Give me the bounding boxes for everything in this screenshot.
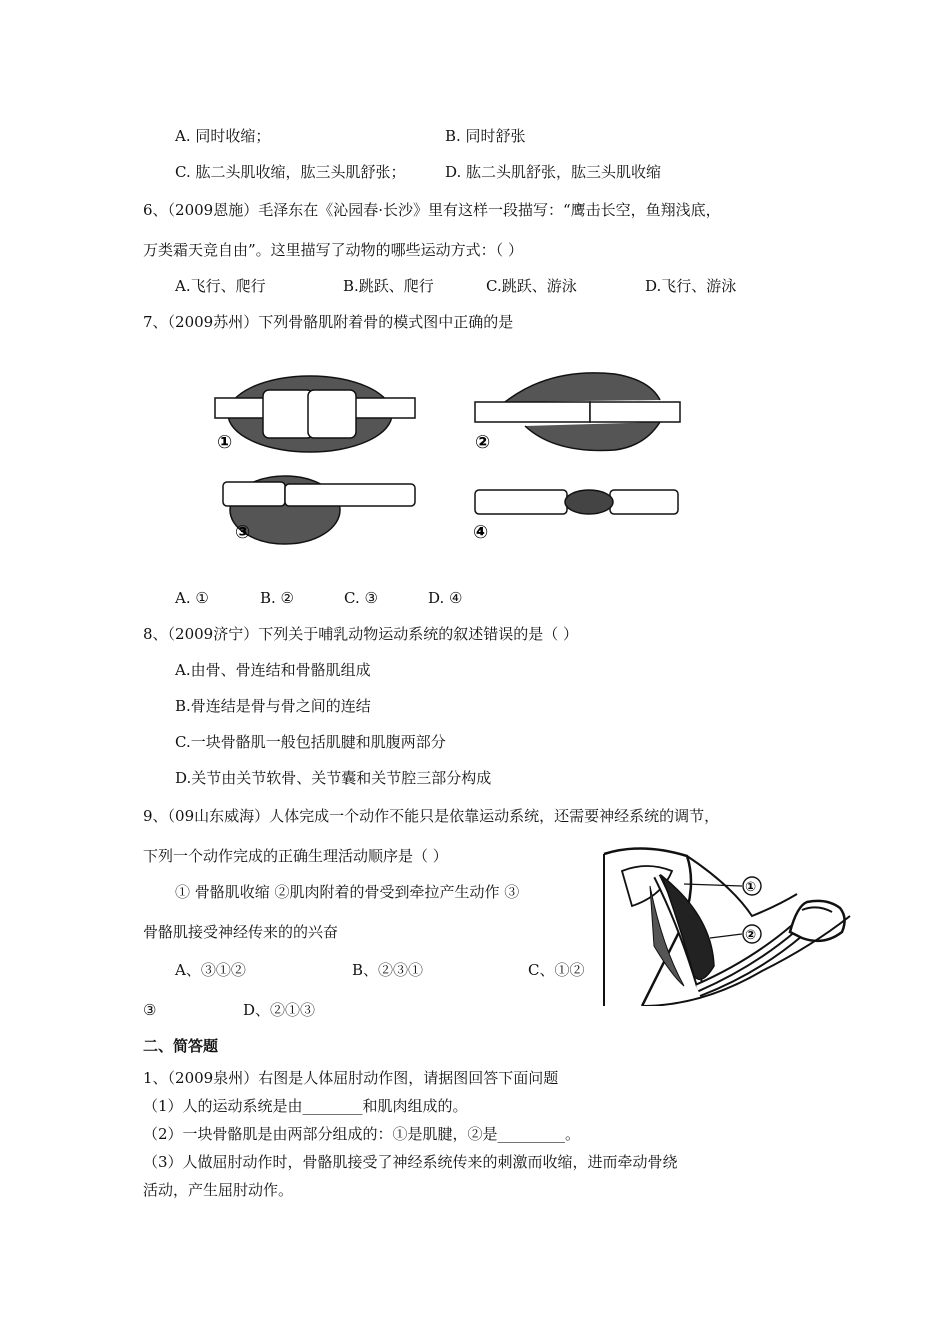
q9-stem-line3: ① 骨骼肌收缩 ②肌肉附着的骨受到牵拉产生动作 ③ <box>175 883 520 901</box>
q8-option-a: A.由骨、骨连结和骨骼肌组成 <box>175 661 371 679</box>
q7-muscle-bone-figure <box>205 362 685 552</box>
sa-q1-sub3-line1: （3）人做屈肘动作时，骨骼肌接受了神经系统传来的刺激而收缩，进而牵动骨绕 <box>143 1153 678 1171</box>
q9-stem-line1: 9、（09山东威海）人体完成一个动作不能只是依靠运动系统，还需要神经系统的调节， <box>143 807 720 825</box>
q5-option-b: B. 同时舒张 <box>445 127 526 145</box>
arm-label-2: ② <box>745 928 757 943</box>
q9-option-b: B、②③① <box>352 961 424 979</box>
section2-title: 二、简答题 <box>143 1037 219 1055</box>
q7-option-c: C. ③ <box>344 589 378 607</box>
q7-figure-1 <box>215 376 415 453</box>
q6-option-a: A.飞行、爬行 <box>175 277 266 295</box>
q6-stem-line1: 6、（2009恩施）毛泽东在《沁园春·长沙》里有这样一段描写：“鹰击长空，鱼翔浅底， <box>143 201 721 219</box>
q5-option-a: A. 同时收缩； <box>175 127 271 145</box>
q9-stem-line4: 骨骼肌接受神经传来的的兴奋 <box>143 923 339 941</box>
sa-q1-sub2: （2）一块骨骼肌是由两部分组成的：①是肌腱，②是_________。 <box>143 1125 581 1143</box>
q7-figure-2 <box>475 373 680 453</box>
q8-stem: 8、（2009济宁）下列关于哺乳动物运动系统的叙述错误的是（ ） <box>143 625 578 643</box>
arm-label-1: ① <box>745 880 757 895</box>
q9-option-c-continued: ③ <box>143 1001 157 1019</box>
q6-stem-line2: 万类霜天竞自由”。这里描写了动物的哪些运动方式：（ ） <box>143 241 523 259</box>
q7-figure-3 <box>223 476 415 544</box>
q7-figure-label-2: ② <box>475 432 491 453</box>
q9-option-c: C、①② <box>528 961 585 979</box>
q7-figure-label-1: ① <box>217 432 233 453</box>
q7-figure-4 <box>473 490 678 543</box>
q6-option-c: C.跳跃、游泳 <box>486 277 577 295</box>
q9-option-a: A、③①② <box>175 961 246 979</box>
q7-option-b: B. ② <box>260 589 295 607</box>
q5-option-c: C. 肱二头肌收缩，肱三头肌舒张； <box>175 163 406 181</box>
q8-option-d: D.关节由关节软骨、关节囊和关节腔三部分构成 <box>175 769 492 787</box>
q6-option-b: B.跳跃、爬行 <box>343 277 434 295</box>
q8-option-b: B.骨连结是骨与骨之间的连结 <box>175 697 371 715</box>
q9-stem-line2: 下列一个动作完成的正确生理活动顺序是（ ） <box>143 847 448 865</box>
q8-option-c: C.一块骨骼肌一般包括肌腱和肌腹两部分 <box>175 733 446 751</box>
arm-flexion-figure <box>602 846 852 1006</box>
q5-option-d: D. 肱二头肌舒张，肱三头肌收缩 <box>445 163 662 181</box>
q7-figure-label-3: ③ <box>235 522 251 543</box>
q6-option-d: D.飞行、游泳 <box>645 277 737 295</box>
q7-option-a: A. ① <box>175 589 209 607</box>
sa-q1-stem: 1、（2009泉州）右图是人体屈肘动作图，请据图回答下面问题 <box>143 1069 559 1087</box>
sa-q1-sub3-line2: 活动，产生屈肘动作。 <box>143 1181 294 1199</box>
q7-figure-label-4: ④ <box>473 522 489 543</box>
q9-option-d: D、②①③ <box>243 1001 316 1019</box>
sa-q1-sub1: （1）人的运动系统是由________和肌肉组成的。 <box>143 1097 468 1115</box>
q7-stem: 7、（2009苏州）下列骨骼肌附着骨的模式图中正确的是 <box>143 313 514 331</box>
q7-option-d: D. ④ <box>428 589 463 607</box>
